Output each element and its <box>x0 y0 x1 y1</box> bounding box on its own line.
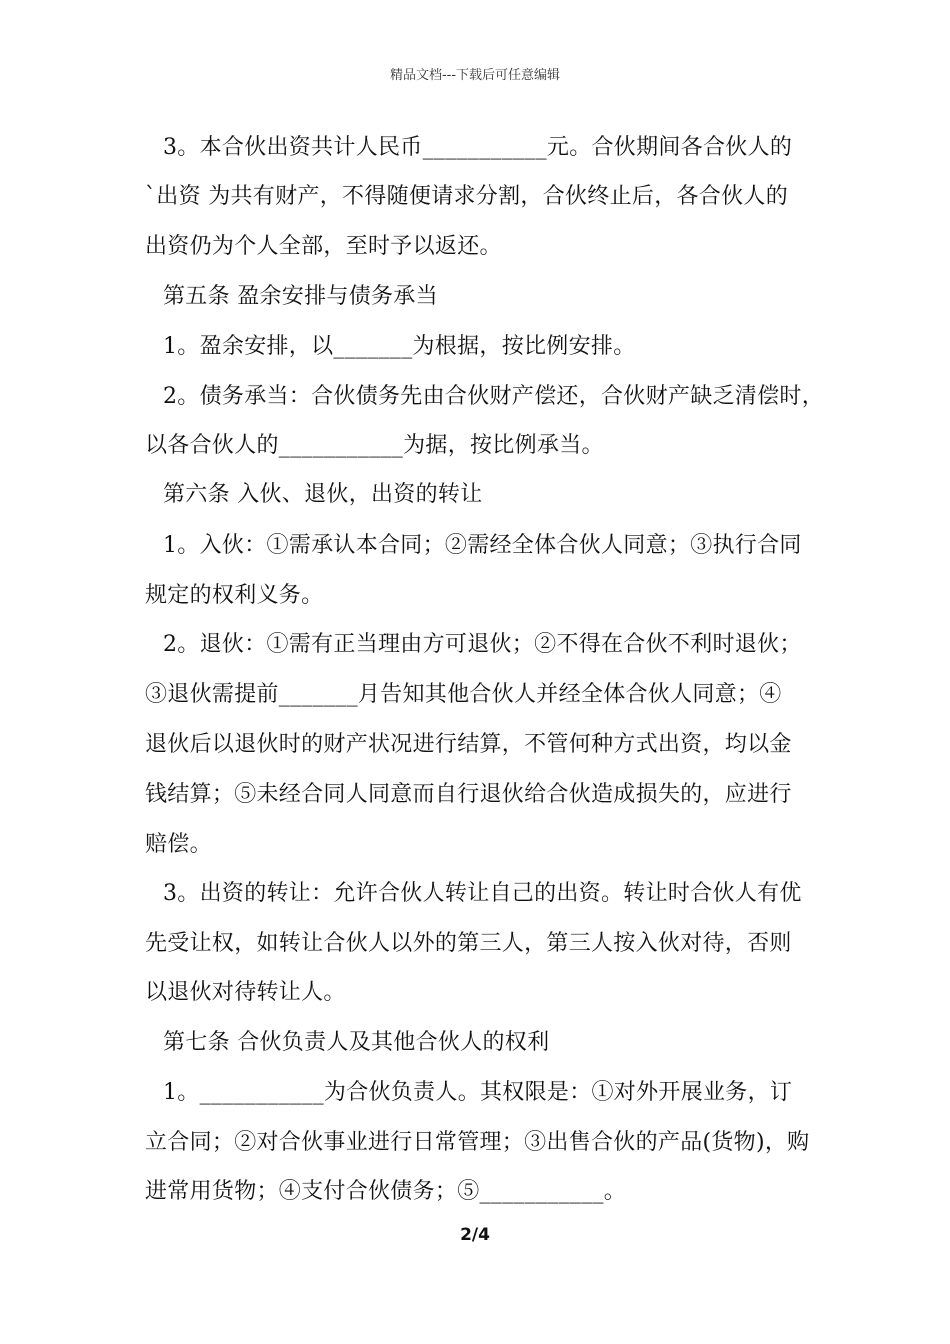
paragraph-line: 以退伙对待转让人。 <box>145 980 346 1005</box>
paragraph-line: `出资 为共有财产，不得随便请求分割，合伙终止后，各合伙人的 <box>145 184 788 209</box>
paragraph-line: 1。盈余安排，以_______为根据，按比例安排。 <box>163 334 636 359</box>
paragraph-line: 立合同；②对合伙事业进行日常管理；③出售合伙的产品(货物)，购 <box>145 1130 810 1155</box>
page-number: 2/4 <box>460 1225 490 1245</box>
page-header: 精品文档---下载后可任意编辑 <box>389 68 561 83</box>
paragraph-line: 3。出资的转让：允许合伙人转让自己的出资。转让时合伙人有优 <box>163 881 802 906</box>
paragraph-line: 出资仍为个人全部，至时予以返还。 <box>145 234 502 259</box>
paragraph-line: 1。入伙：①需承认本合同；②需经全体合伙人同意；③执行合同 <box>163 533 802 558</box>
paragraph-line: 先受让权，如转让合伙人以外的第三人，第三人按入伙对待，否则 <box>145 931 792 956</box>
paragraph-line: 钱结算；⑤未经合同人同意而自行退伙给合伙造成损失的，应进行 <box>145 782 792 807</box>
paragraph-line: 赔偿。 <box>145 832 212 857</box>
paragraph-line: 规定的权利义务。 <box>145 583 324 608</box>
section-heading: 第七条 合伙负责人及其他合伙人的权利 <box>163 1030 550 1055</box>
paragraph-line: ③退伙需提前_______月告知其他合伙人并经全体合伙人同意；④ <box>145 682 782 707</box>
paragraph-line: 2。债务承当：合伙债务先由合伙财产偿还，合伙财产缺乏清偿时， <box>163 384 824 409</box>
paragraph-line: 3。本合伙出资共计人民币___________元。合伙期间各合伙人的 <box>163 135 793 160</box>
paragraph-line: 1。___________为合伙负责人。其权限是：①对外开展业务，订 <box>163 1080 793 1105</box>
paragraph-line: 进常用货物；④支付合伙债务；⑤___________。 <box>145 1179 627 1204</box>
paragraph-line: 以各合伙人的___________为据，按比例承当。 <box>145 433 604 458</box>
section-heading: 第五条 盈余安排与债务承当 <box>163 284 438 309</box>
paragraph-line: 2。退伙：①需有正当理由方可退伙；②不得在合伙不利时退伙； <box>163 632 802 657</box>
section-heading: 第六条 入伙、退伙，出资的转让 <box>163 482 483 507</box>
paragraph-line: 退伙后以退伙时的财产状况进行结算，不管何种方式出资，均以金 <box>145 732 792 757</box>
